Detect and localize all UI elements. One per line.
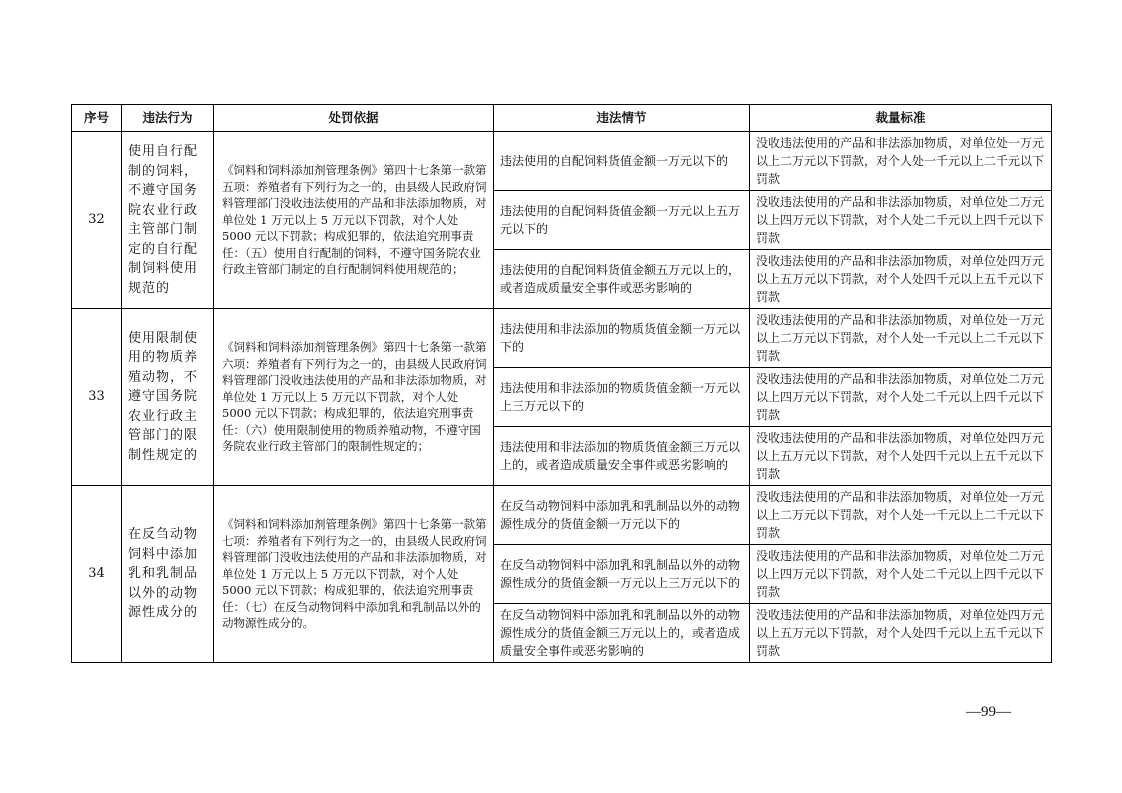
basis-cell: 《饲料和饲料添加剂管理条例》第四十七条第一款第五项：养殖者有下列行为之一的，由县级人民政府饲料管理部门没收违法使用的产品和非法添加物质，对单位处 1 万元以上 5 万元以下罚款，对个人处 5000 元以下罚款；构成犯罪的，依法追究刑事责任：（五）使用自行配制的饲料，不遵守国务院农业行政主管部门制定的自行配制饲料使用规范的； [214,132,494,309]
row-number: 32 [72,132,122,309]
row-number: 34 [72,486,122,663]
header-basis: 处罚依据 [214,105,494,132]
standard-cell: 没收违法使用的产品和非法添加物质，对单位处二万元以上四万元以下罚款，对个人处二千元以上四千元以下罚款 [750,545,1052,604]
circumstance-cell: 违法使用的自配饲料货值金额五万元以上的，或者造成质量安全事件或恶劣影响的 [494,250,750,309]
standard-cell: 没收违法使用的产品和非法添加物质，对单位处四万元以上五万元以下罚款，对个人处四千元以上五千元以下罚款 [750,250,1052,309]
standard-cell: 没收违法使用的产品和非法添加物质，对单位处二万元以上四万元以下罚款，对个人处二千元以上四千元以下罚款 [750,368,1052,427]
table-row [72,486,1052,545]
circumstance-cell: 违法使用和非法添加的物质货值金额一万元以下的 [494,309,750,368]
row-number: 33 [72,309,122,486]
header-serial: 序号 [72,105,122,132]
header-standard: 裁量标准 [750,105,1052,132]
standard-cell: 没收违法使用的产品和非法添加物质，对单位处二万元以上四万元以下罚款，对个人处二千元以上四千元以下罚款 [750,191,1052,250]
standard-cell: 没收违法使用的产品和非法添加物质，对单位处四万元以上五万元以下罚款，对个人处四千元以上五千元以下罚款 [750,427,1052,486]
circumstance-cell: 违法使用的自配饲料货值金额一万元以上五万元以下的 [494,191,750,250]
violation-cell: 使用自行配制的饲料，不遵守国务院农业行政主管部门制定的自行配制饲料使用规范的 [122,132,214,309]
table-row [72,309,1052,368]
header-circumstance: 违法情节 [494,105,750,132]
standard-cell: 没收违法使用的产品和非法添加物质，对单位处一万元以上二万元以下罚款，对个人处一千元以上二千元以下罚款 [750,486,1052,545]
circumstance-cell: 在反刍动物饲料中添加乳和乳制品以外的动物源性成分的货值金额一万元以上三万元以下的 [494,545,750,604]
standard-cell: 没收违法使用的产品和非法添加物质，对单位处一万元以上二万元以下罚款，对个人处一千元以上二千元以下罚款 [750,132,1052,191]
violation-cell: 在反刍动物饲料中添加乳和乳制品以外的动物源性成分的 [122,486,214,663]
basis-cell: 《饲料和饲料添加剂管理条例》第四十七条第一款第六项：养殖者有下列行为之一的，由县级人民政府饲料管理部门没收违法使用的产品和非法添加物质，对单位处 1 万元以上 5 万元以下罚款，对个人处 5000 元以下罚款；构成犯罪的，依法追究刑事责任：（六）使用限制使用的物质养殖动物，不遵守国务院农业行政主管部门的限制性规定的； [214,309,494,486]
header-violation: 违法行为 [122,105,214,132]
circumstance-cell: 违法使用和非法添加的物质货值金额一万元以上三万元以下的 [494,368,750,427]
header-row [72,105,1052,132]
table-row [72,132,1052,191]
circumstance-cell: 在反刍动物饲料中添加乳和乳制品以外的动物源性成分的货值金额三万元以上的，或者造成质量安全事件或恶劣影响的 [494,604,750,663]
circumstance-cell: 违法使用和非法添加的物质货值金额三万元以上的，或者造成质量安全事件或恶劣影响的 [494,427,750,486]
circumstance-cell: 在反刍动物饲料中添加乳和乳制品以外的动物源性成分的货值金额一万元以下的 [494,486,750,545]
violation-cell: 使用限制使用的物质养殖动物，不遵守国务院农业行政主管部门的限制性规定的 [122,309,214,486]
page-number: —99— [966,704,1011,720]
standard-cell: 没收违法使用的产品和非法添加物质，对单位处一万元以上二万元以下罚款，对个人处一千元以上二千元以下罚款 [750,309,1052,368]
standard-cell: 没收违法使用的产品和非法添加物质，对单位处四万元以上五万元以下罚款，对个人处四千元以上五千元以下罚款 [750,604,1052,663]
basis-cell: 《饲料和饲料添加剂管理条例》第四十七条第一款第七项：养殖者有下列行为之一的，由县级人民政府饲料管理部门没收违法使用的产品和非法添加物质，对单位处 1 万元以上 5 万元以下罚款，对个人处 5000 元以下罚款；构成犯罪的，依法追究刑事责任：（七）在反刍动物饲料中添加乳和乳制品以外的动物源性成分的。 [214,486,494,663]
circumstance-cell: 违法使用的自配饲料货值金额一万元以下的 [494,132,750,191]
penalty-table [71,104,1052,663]
